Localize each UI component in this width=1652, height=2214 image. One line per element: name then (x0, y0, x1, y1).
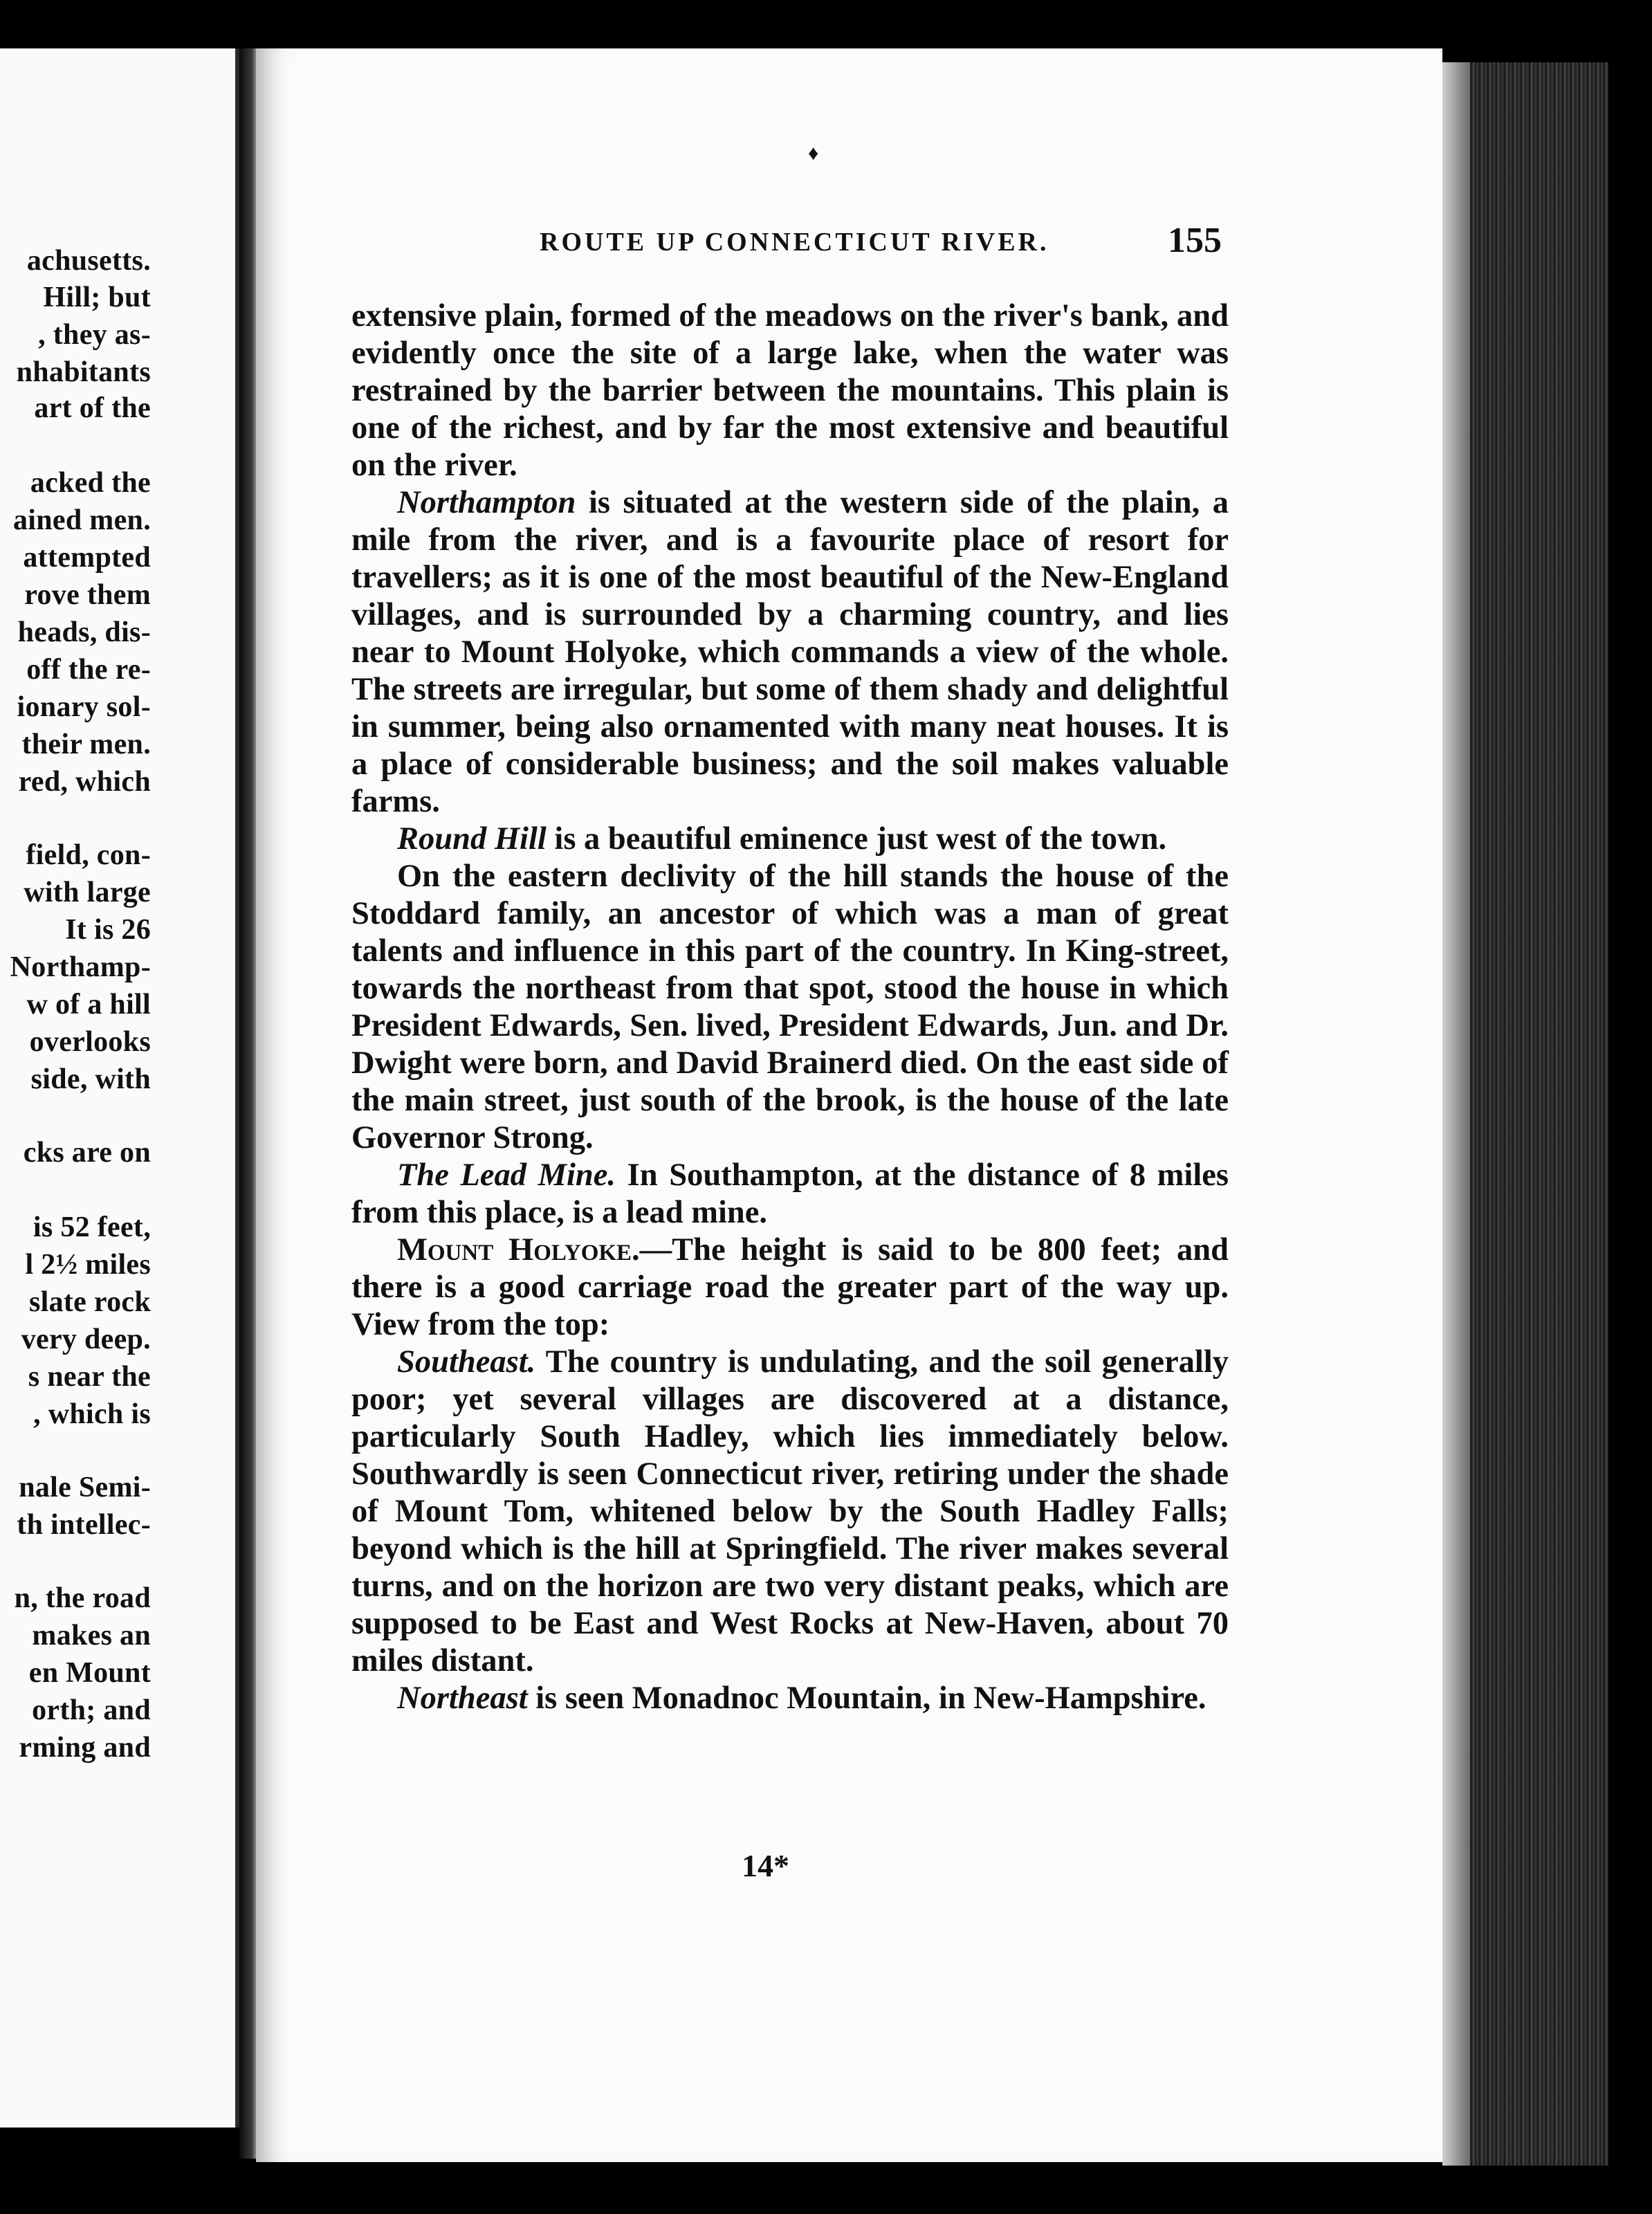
lead-southeast: Southeast. (397, 1344, 536, 1380)
text-southeast: The country is undulating, and the soil generally poor; yet several villages are discovered at a distance, particularly South Hadley, which lies immediately below. Southwardly is seen Connecticut river, retiring under the shade of Mount Tom, whitened below by the South Hadley Falls; beyond which is the hill at Springfield. The river makes several turns, and on the horizon are two very distant peaks, which are supposed to be East and West Rocks at New-Haven, about 70 miles distant. (351, 1344, 1229, 1678)
paragraph-round-hill (351, 821, 1229, 858)
paragraph-northeast (351, 1680, 1229, 1717)
left-page-line: Northamp- (10, 951, 151, 983)
running-head: ROUTE UP CONNECTICUT RIVER. (540, 228, 1049, 257)
paragraph-stoddard: On the eastern declivity of the hill stands the house of the Stoddard family, an ancestor of which was a man of great talents and influence in this part of the country. In King-street, towards the northeast from that spot, stood the house in which President Edwards, Sen. lived, President Edwards, Jun. and Dr. Dwight were born, and David Brainerd died. On the east side of the main street, just south of the brook, is the house of the late Governor Strong. (351, 859, 1229, 1155)
left-page-line: acked the (30, 467, 151, 499)
left-page-line: is 52 feet, (33, 1211, 151, 1243)
lead-round-hill: Round Hill (397, 821, 547, 857)
left-page-line: red, which (18, 766, 151, 798)
left-page-line: overlooks (29, 1026, 151, 1058)
page-number: 155 (1168, 221, 1222, 260)
left-page-line: off the re- (26, 654, 151, 686)
left-page-line: makes an (32, 1620, 151, 1652)
left-page-line: It is 26 (65, 914, 151, 946)
left-page-line: rming and (19, 1732, 151, 1764)
lead-mount-holyoke: Mount Holyoke. (397, 1232, 640, 1268)
left-page-line: , they as- (38, 319, 151, 351)
paragraph-mount-holyoke (351, 1232, 1229, 1344)
left-page-line: attempted (23, 542, 151, 574)
left-page-line: Hill; but (43, 282, 151, 313)
left-page-line: w of a hill (26, 989, 151, 1021)
paragraph-lead-mine (351, 1157, 1229, 1232)
paragraph-1: extensive plain, formed of the meadows on the river's bank, and evidently once the site of a large lake, when the water was restrained by the barrier between the mountains. This plain is one of the richest, and by far the most extensive and beautiful on the river. (351, 298, 1229, 483)
left-page-line: ionary sol- (17, 691, 151, 723)
lead-lead-mine: The Lead Mine. (397, 1158, 616, 1193)
lead-northeast: Northeast (397, 1681, 528, 1716)
lead-northampton: Northampton (397, 485, 576, 520)
text-northampton: is situated at the western side of the plain, a mile from the river, and is a favourite place of resort for travellers; as it is one of the most beautiful of the New-England villages, and is surrounded by a charming country, and lies near to Mount Holyoke, which commands a view of the whole. The streets are irregular, but some of them shady and delightful in summer, being also ornamented with many neat houses. It is a place of considerable business; and the soil makes valuable farms. (351, 485, 1229, 819)
left-page-line: nhabitants (16, 356, 151, 388)
left-page-line: th intellec- (17, 1509, 151, 1541)
left-page-line: side, with (30, 1063, 151, 1095)
page-edge-highlight (1442, 62, 1470, 2166)
left-facing-page (0, 48, 239, 2128)
left-page-line: their men. (21, 729, 151, 760)
left-page-line: very deep. (21, 1324, 151, 1355)
left-page-line: field, con- (26, 839, 151, 871)
left-page-line: s near the (28, 1361, 151, 1393)
signature-mark: 14* (742, 1848, 789, 1883)
left-page-line: with large (24, 877, 151, 908)
left-page-line: heads, dis- (17, 616, 151, 648)
left-page-line: art of the (34, 392, 151, 424)
left-page-line: l 2½ miles (25, 1249, 151, 1281)
left-page-line: achusetts. (26, 245, 151, 277)
paragraph-northampton (351, 484, 1229, 821)
left-page-line: n, the road (14, 1582, 151, 1614)
body-text (351, 298, 1229, 1717)
text-northeast: is seen Monadnoc Mountain, in New-Hampshire. (527, 1681, 1206, 1716)
left-page-line: cks are on (23, 1137, 151, 1169)
text-lead-mine: In Southampton, at the distance of 8 miles from this place, is a lead mine. (351, 1158, 1229, 1230)
left-page-line: orth; and (32, 1694, 151, 1726)
left-page-line: , which is (33, 1398, 151, 1430)
paragraph-southeast (351, 1344, 1229, 1680)
ornament-mark: ♦ (808, 142, 819, 165)
left-page-line: ained men. (12, 504, 151, 536)
left-page-line: nale Semi- (19, 1472, 151, 1503)
left-page-line: rove them (24, 579, 151, 611)
text-mount-holyoke: —The height is said to be 800 feet; and there is a good carriage road the greater part of the way up. View from the top: (351, 1232, 1229, 1342)
text-round-hill: is a beautiful eminence just west of the town. (546, 821, 1167, 857)
left-page-line: slate rock (28, 1286, 151, 1318)
left-page-line: en Mount (28, 1657, 151, 1689)
